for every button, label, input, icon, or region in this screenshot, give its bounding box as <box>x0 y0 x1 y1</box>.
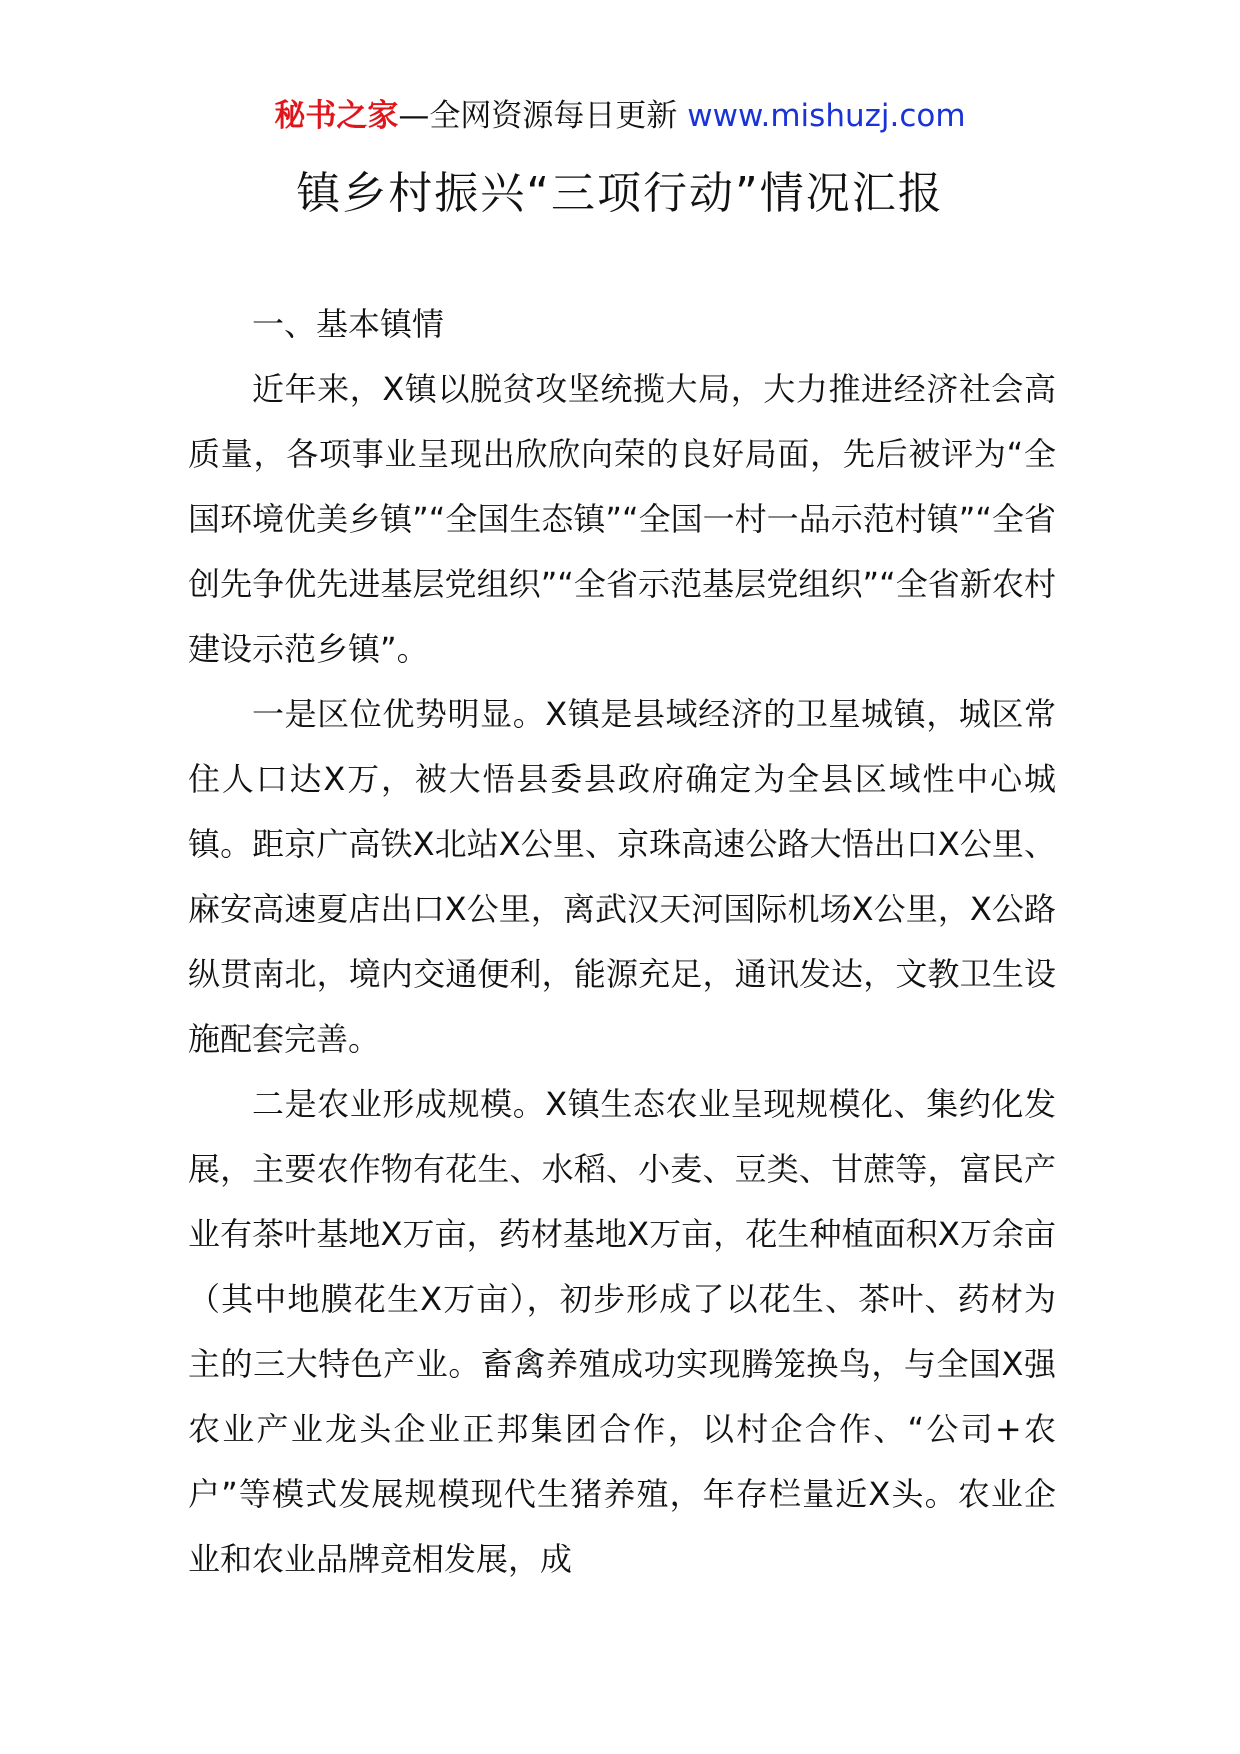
paragraph-intro: 近年来，X镇以脱贫攻坚统揽大局，大力推进经济社会高质量，各项事业呈现出欣欣向荣的良好局面，先后被评为“全国环境优美乡镇”“全国生态镇”“全国一村一品示范村镇”“全省创先争优先进基层党组织”“全省示范基层党组织”“全省新农村建设示范乡镇”。 <box>188 370 1056 668</box>
paragraph-location: 一是区位优势明显。X镇是县域经济的卫星城镇，城区常住人口达X万，被大悟县委县政府确定为全县区域性中心城镇。距京广高铁X北站X公里、京珠高速公路大悟出口X公里、麻安高速夏店出口X公里，离武汉天河国际机场X公里，X公路纵贯南北，境内交通便利，能源充足，通讯发达，文教卫生设施配套完善。 <box>188 695 1056 1058</box>
header-tagline: —全网资源每日更新 <box>398 98 688 134</box>
section-heading: 一、基本镇情 <box>252 305 445 343</box>
brand-name: 秘书之家 <box>274 98 399 134</box>
paragraph-agriculture: 二是农业形成规模。X镇生态农业呈现规模化、集约化发展，主要农作物有花生、水稻、小麦、豆类、甘蔗等，富民产业有茶叶基地X万亩，药材基地X万亩，花生种植面积X万余亩（其中地膜花生X万亩），初步形成了以花生、茶叶、药材为主的三大特色产业。畜禽养殖成功实现腾笼换鸟，与全国X强农业产业龙头企业正邦集团合作，以村企合作、“公司+农户”等模式发展规模现代生猪养殖，年存栏量近X头。农业企业和农业品牌竞相发展，成 <box>188 1085 1056 1578</box>
document-body <box>188 292 1056 1592</box>
site-url-link[interactable]: www.mishuzj.com <box>687 98 966 134</box>
site-header <box>0 96 1240 136</box>
document-title: 镇乡村振兴“三项行动”情况汇报 <box>296 168 944 219</box>
